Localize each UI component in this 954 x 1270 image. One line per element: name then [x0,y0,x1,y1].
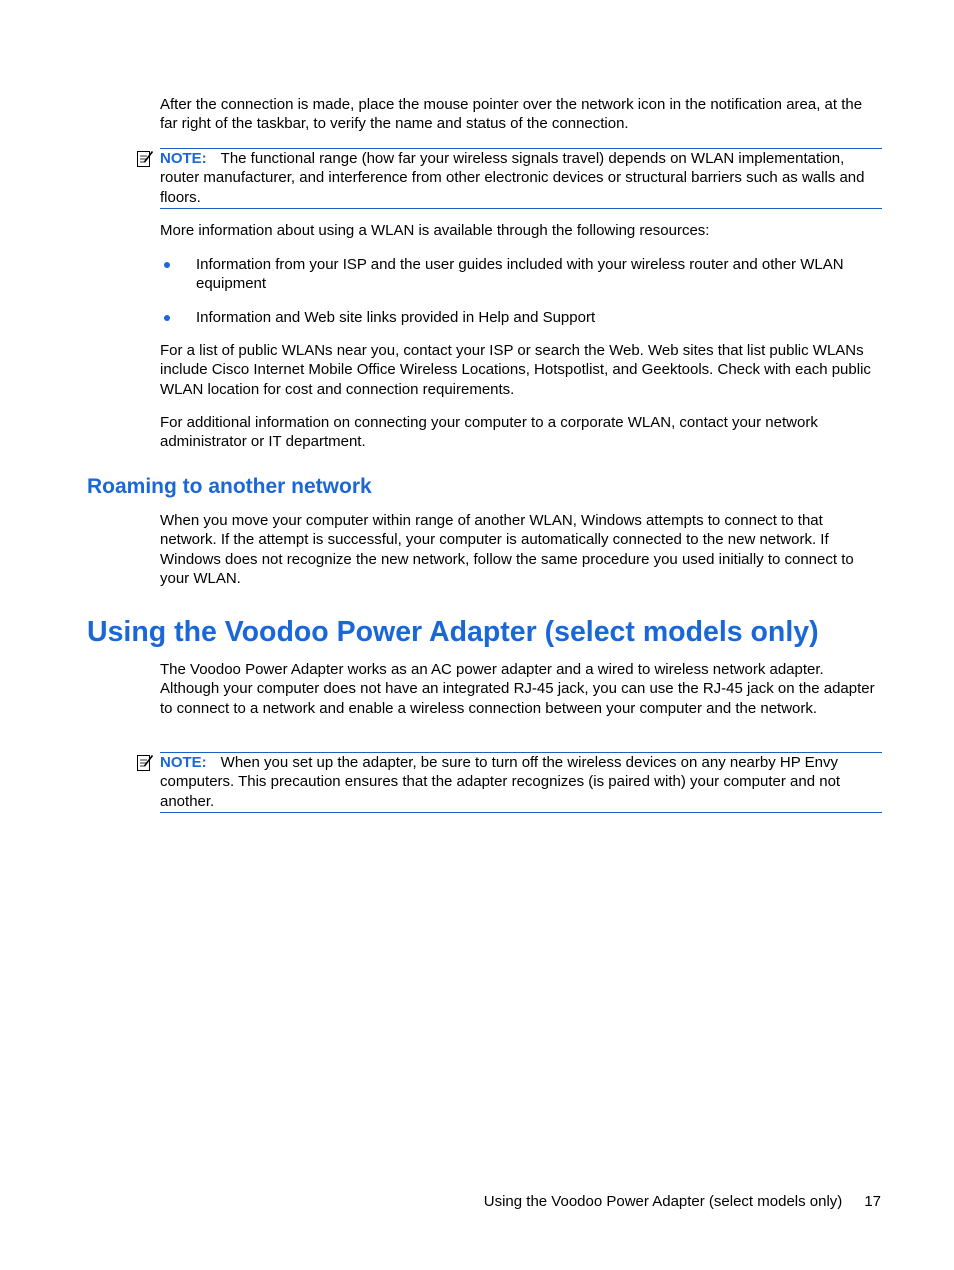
note-label: NOTE: [160,754,207,771]
paragraph-more-info: More information about using a WLAN is available through the following resources: [160,222,710,239]
list-item-text: Information and Web site links provided in Help and Support [196,309,596,326]
bullet-icon [164,262,170,268]
footer-title: Using the Voodoo Power Adapter (select models only) [483,1193,843,1210]
paragraph-voodoo-adapter: The Voodoo Power Adapter works as an AC power adapter and a wired to wireless network adapter. Although your computer does not have an integrated RJ-45 jack, you can use the RJ-45 jack on the adapter to connect to a network and enable a wireless connection between your computer and the network. [160,661,875,717]
note-pencil-icon [136,150,154,168]
paragraph-public-wlans: For a list of public WLANs near you, contact your ISP or search the Web. Web sites that list public WLANs include Cisco Internet Mobile Office Wireless Locations, Hotspotlist, and Geektools. Check with each public WLAN location for cost and connection requirements. [160,342,871,398]
bullet-icon [164,315,170,321]
paragraph-roaming: When you move your computer within range of another WLAN, Windows attempts to connect to that network. If the attempt is successful, your computer is automatically connected to the new network. If Windows does not recognize the new network, follow the same procedure you used initially to connect to your WLAN. [160,512,854,588]
paragraph-connection-verify: After the connection is made, place the mouse pointer over the network icon in the notification area, at the far right of the taskbar, to verify the name and status of the connection. [160,96,863,133]
page-footer [484,1192,881,1212]
note-text [160,149,882,207]
note-label: NOTE: [160,150,207,167]
chapter-heading-voodoo: Using the Voodoo Power Adapter (select models only) [87,616,819,648]
list-item [160,255,882,294]
note-body: The functional range (how far your wireless signals travel) depends on WLAN implementation, router manufacturer, and interference from other electronic devices or structural barriers such as walls and floors. [160,150,865,206]
note-body: When you set up the adapter, be sure to turn off the wireless devices on any nearby HP Envy computers. This precaution ensures that the adapter recognizes (is paired with) your computer and not another. [160,754,841,810]
list-item [160,308,882,327]
note-box-adapter-setup [160,752,882,813]
section-heading-roaming: Roaming to another network [87,475,372,498]
note-text [160,753,882,811]
paragraph-corporate-wlan: For additional information on connecting your computer to a corporate WLAN, contact your network administrator or IT department. [160,414,818,451]
note-pencil-icon [136,754,154,772]
page-number: 17 [864,1193,881,1210]
note-box-functional-range [160,148,882,209]
list-item-text: Information from your ISP and the user guides included with your wireless router and other WLAN equipment [196,256,844,293]
